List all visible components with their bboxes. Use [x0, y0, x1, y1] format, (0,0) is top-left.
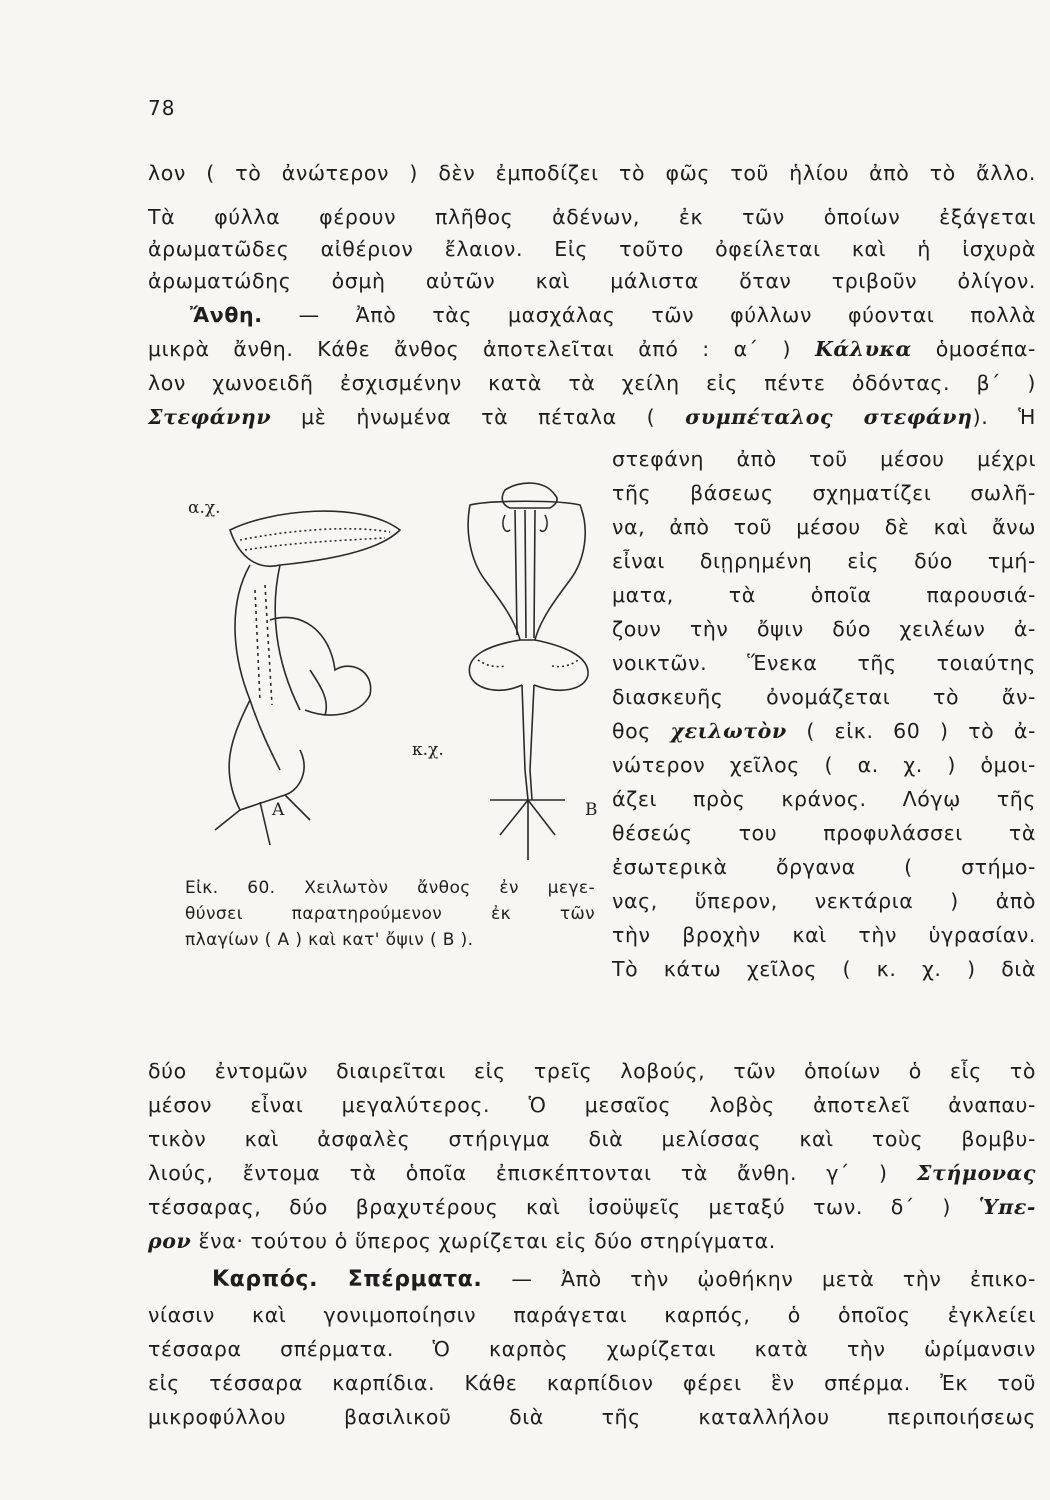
- italic-term: συμπέταλος στεφάνη: [685, 405, 973, 429]
- column-text-line: ἐσωτερικὰ ὄργανα ( στήμο-: [612, 855, 1036, 879]
- text-line: Τὰ φύλλα φέρουν πλῆθος ἀδένων, ἐκ τῶν ὁποίων ἐξάγεται: [148, 205, 1036, 229]
- text-span: ( εἰκ. 60 ) τὸ ἀ-: [806, 719, 1036, 743]
- text-line: μικροφύλλου βασιλικοῦ διὰ τῆς καταλλήλου περιποιήσεως: [148, 1405, 1036, 1429]
- text-line: ἀρωματώδης ὀσμὴ αὐτῶν καὶ μάλιστα ὅταν τριβοῦν ὀλίγον.: [148, 269, 1036, 293]
- column-text-line: [612, 716, 1036, 746]
- italic-term: Στήμονας: [916, 1161, 1036, 1185]
- italic-term: Κάλυκα: [814, 337, 912, 361]
- caption-line: Εἰκ. 60. Χειλωτὸν ἄνθος ἐν μεγε-: [185, 878, 595, 898]
- text-line: [212, 1264, 1036, 1295]
- text-span: — Ἀπὸ τὰς μασχάλας τῶν φύλλων φύονται πολλὰ: [298, 303, 1036, 327]
- text-line: [148, 1192, 1036, 1222]
- caption-line: πλαγίων ( Α ) καὶ κατ' ὄψιν ( Β ).: [185, 930, 474, 950]
- column-text-line: εἶναι διῃρημένη εἰς δύο τμή-: [612, 549, 1036, 573]
- column-text-line: στεφάνη ἀπὸ τοῦ μέσου μέχρι: [612, 447, 1036, 471]
- label-figure-B: Β: [585, 800, 598, 820]
- text-span: — Ἀπὸ τὴν ᾠοθήκην μετὰ τὴν ἐπικο-: [511, 1267, 1036, 1291]
- text-span: μὲ ἡνωμένα τὰ πέταλα (: [301, 405, 656, 429]
- text-line: τικὸν καὶ ἀσφαλὲς στήριγμα διὰ μελίσσας καὶ τοὺς βομβυ-: [148, 1127, 1036, 1151]
- text-line: μέσον εἶναι μεγαλύτερος. Ὁ μεσαῖος λοβὸς ἀποτελεῖ ἀναπαυ-: [148, 1093, 1036, 1117]
- text-line: [190, 300, 1036, 330]
- column-text-line: ζουν τὴν ὄψιν δύο χειλέων ἀ-: [612, 617, 1036, 641]
- text-line: εἰς τέσσαρα καρπίδια. Κάθε καρπίδιον φέρει ἓν σπέρμα. Ἐκ τοῦ: [148, 1371, 1036, 1395]
- column-text-line: τῆς βάσεως σχηματίζει σωλῆ-: [612, 481, 1036, 505]
- column-text-line: ματα, τὰ ὁποῖα παρουσιά-: [612, 583, 1036, 607]
- flower-drawing: [160, 470, 610, 870]
- column-text-line: νώτερον χεῖλος ( α. χ. ) ὁμοι-: [612, 753, 1036, 777]
- text-span: ). Ἡ: [972, 405, 1036, 429]
- caption-line: θύνσει παρατηρούμενον ἐκ τῶν: [185, 904, 595, 924]
- text-line: ἀρωματῶδες αἰθέριον ἔλαιον. Εἰς τοῦτο ὀφείλεται καὶ ἡ ἰσχυρὰ: [148, 237, 1036, 261]
- label-figure-A: Α: [272, 800, 285, 820]
- text-line: [148, 1226, 1036, 1256]
- section-heading-anthi: Ἄνθη.: [190, 303, 263, 327]
- label-upper-lip: α.χ.: [188, 498, 221, 518]
- italic-term: Στεφάνην: [148, 405, 272, 429]
- column-text-line: διασκευῆς ὀνομάζεται τὸ ἄν-: [612, 685, 1036, 709]
- text-line: λον ( τὸ ἀνώτερον ) δὲν ἐμποδίζει τὸ φῶς τοῦ ἡλίου ἀπὸ τὸ ἄλλο.: [148, 161, 1036, 185]
- text-span: τέσσαρας, δύο βραχυτέρους καὶ ἰσοϋψεῖς μεταξύ των. δ´ ): [148, 1195, 951, 1219]
- column-text-line: νοικτῶν. Ἕνεκα τῆς τοιαύτης: [612, 651, 1036, 675]
- flower-side-view-A: [215, 511, 400, 845]
- text-span: μικρὰ ἄνθη. Κάθε ἄνθος ἀποτελεῖται ἀπό : α´ ): [148, 337, 792, 361]
- text-line: [148, 402, 1036, 432]
- figure-caption: [185, 875, 595, 953]
- column-text-line: θέσεώς του προφυλάσσει τὰ: [612, 821, 1036, 845]
- text-line: [148, 334, 1036, 364]
- text-span: ἕνα· τούτου ὁ ὕπερος χωρίζεται εἰς δύο στηρίγματα.: [198, 1229, 776, 1253]
- column-text-line: Τὸ κάτω χεῖλος ( κ. χ. ) διὰ: [612, 957, 1036, 981]
- italic-term: ρον: [148, 1229, 192, 1253]
- italic-term: Ὑπε-: [978, 1195, 1036, 1219]
- column-text-line: τὴν βροχὴν καὶ τὴν ὑγρασίαν.: [612, 923, 1036, 947]
- text-line: νίασιν καὶ γονιμοποίησιν παράγεται καρπός, ὁ ὁποῖος ἐγκλείει: [148, 1303, 1036, 1327]
- column-text-line: άζει πρὸς κράνος. Λόγῳ τῆς: [612, 787, 1036, 811]
- text-span: ὁμοσέπα-: [935, 337, 1036, 361]
- label-lower-lip: κ.χ.: [412, 740, 444, 760]
- figure-flower-illustration: [160, 470, 610, 870]
- column-text-line: νας, ὕπερον, νεκτάρια ) ἀπὸ: [612, 889, 1036, 913]
- section-heading-karpos: Καρπός. Σπέρματα.: [212, 1267, 483, 1292]
- column-text-line: να, ἀπὸ τοῦ μέσου δὲ καὶ ἄνω: [612, 515, 1036, 539]
- text-line: [148, 1158, 1036, 1188]
- text-span: θος: [612, 719, 651, 743]
- text-span: λιούς, ἔντομα τὰ ὁποῖα ἐπισκέπτονται τὰ ἄνθη. γ´ ): [148, 1161, 888, 1185]
- text-line: λον χωνοειδῆ ἐσχισμένην κατὰ τὰ χείλη εἰς πέντε ὀδόντας. β´ ): [148, 371, 1036, 395]
- page-number: 78: [148, 96, 176, 120]
- italic-term: χειλωτὸν: [670, 719, 787, 743]
- text-line: τέσσαρα σπέρματα. Ὁ καρπὸς χωρίζεται κατὰ τὴν ὡρίμανσιν: [148, 1337, 1036, 1361]
- text-line: δύο ἐντομῶν διαιρεῖται εἰς τρεῖς λοβούς, τῶν ὁποίων ὁ εἷς τὸ: [148, 1059, 1036, 1083]
- flower-front-view-B: [468, 483, 588, 860]
